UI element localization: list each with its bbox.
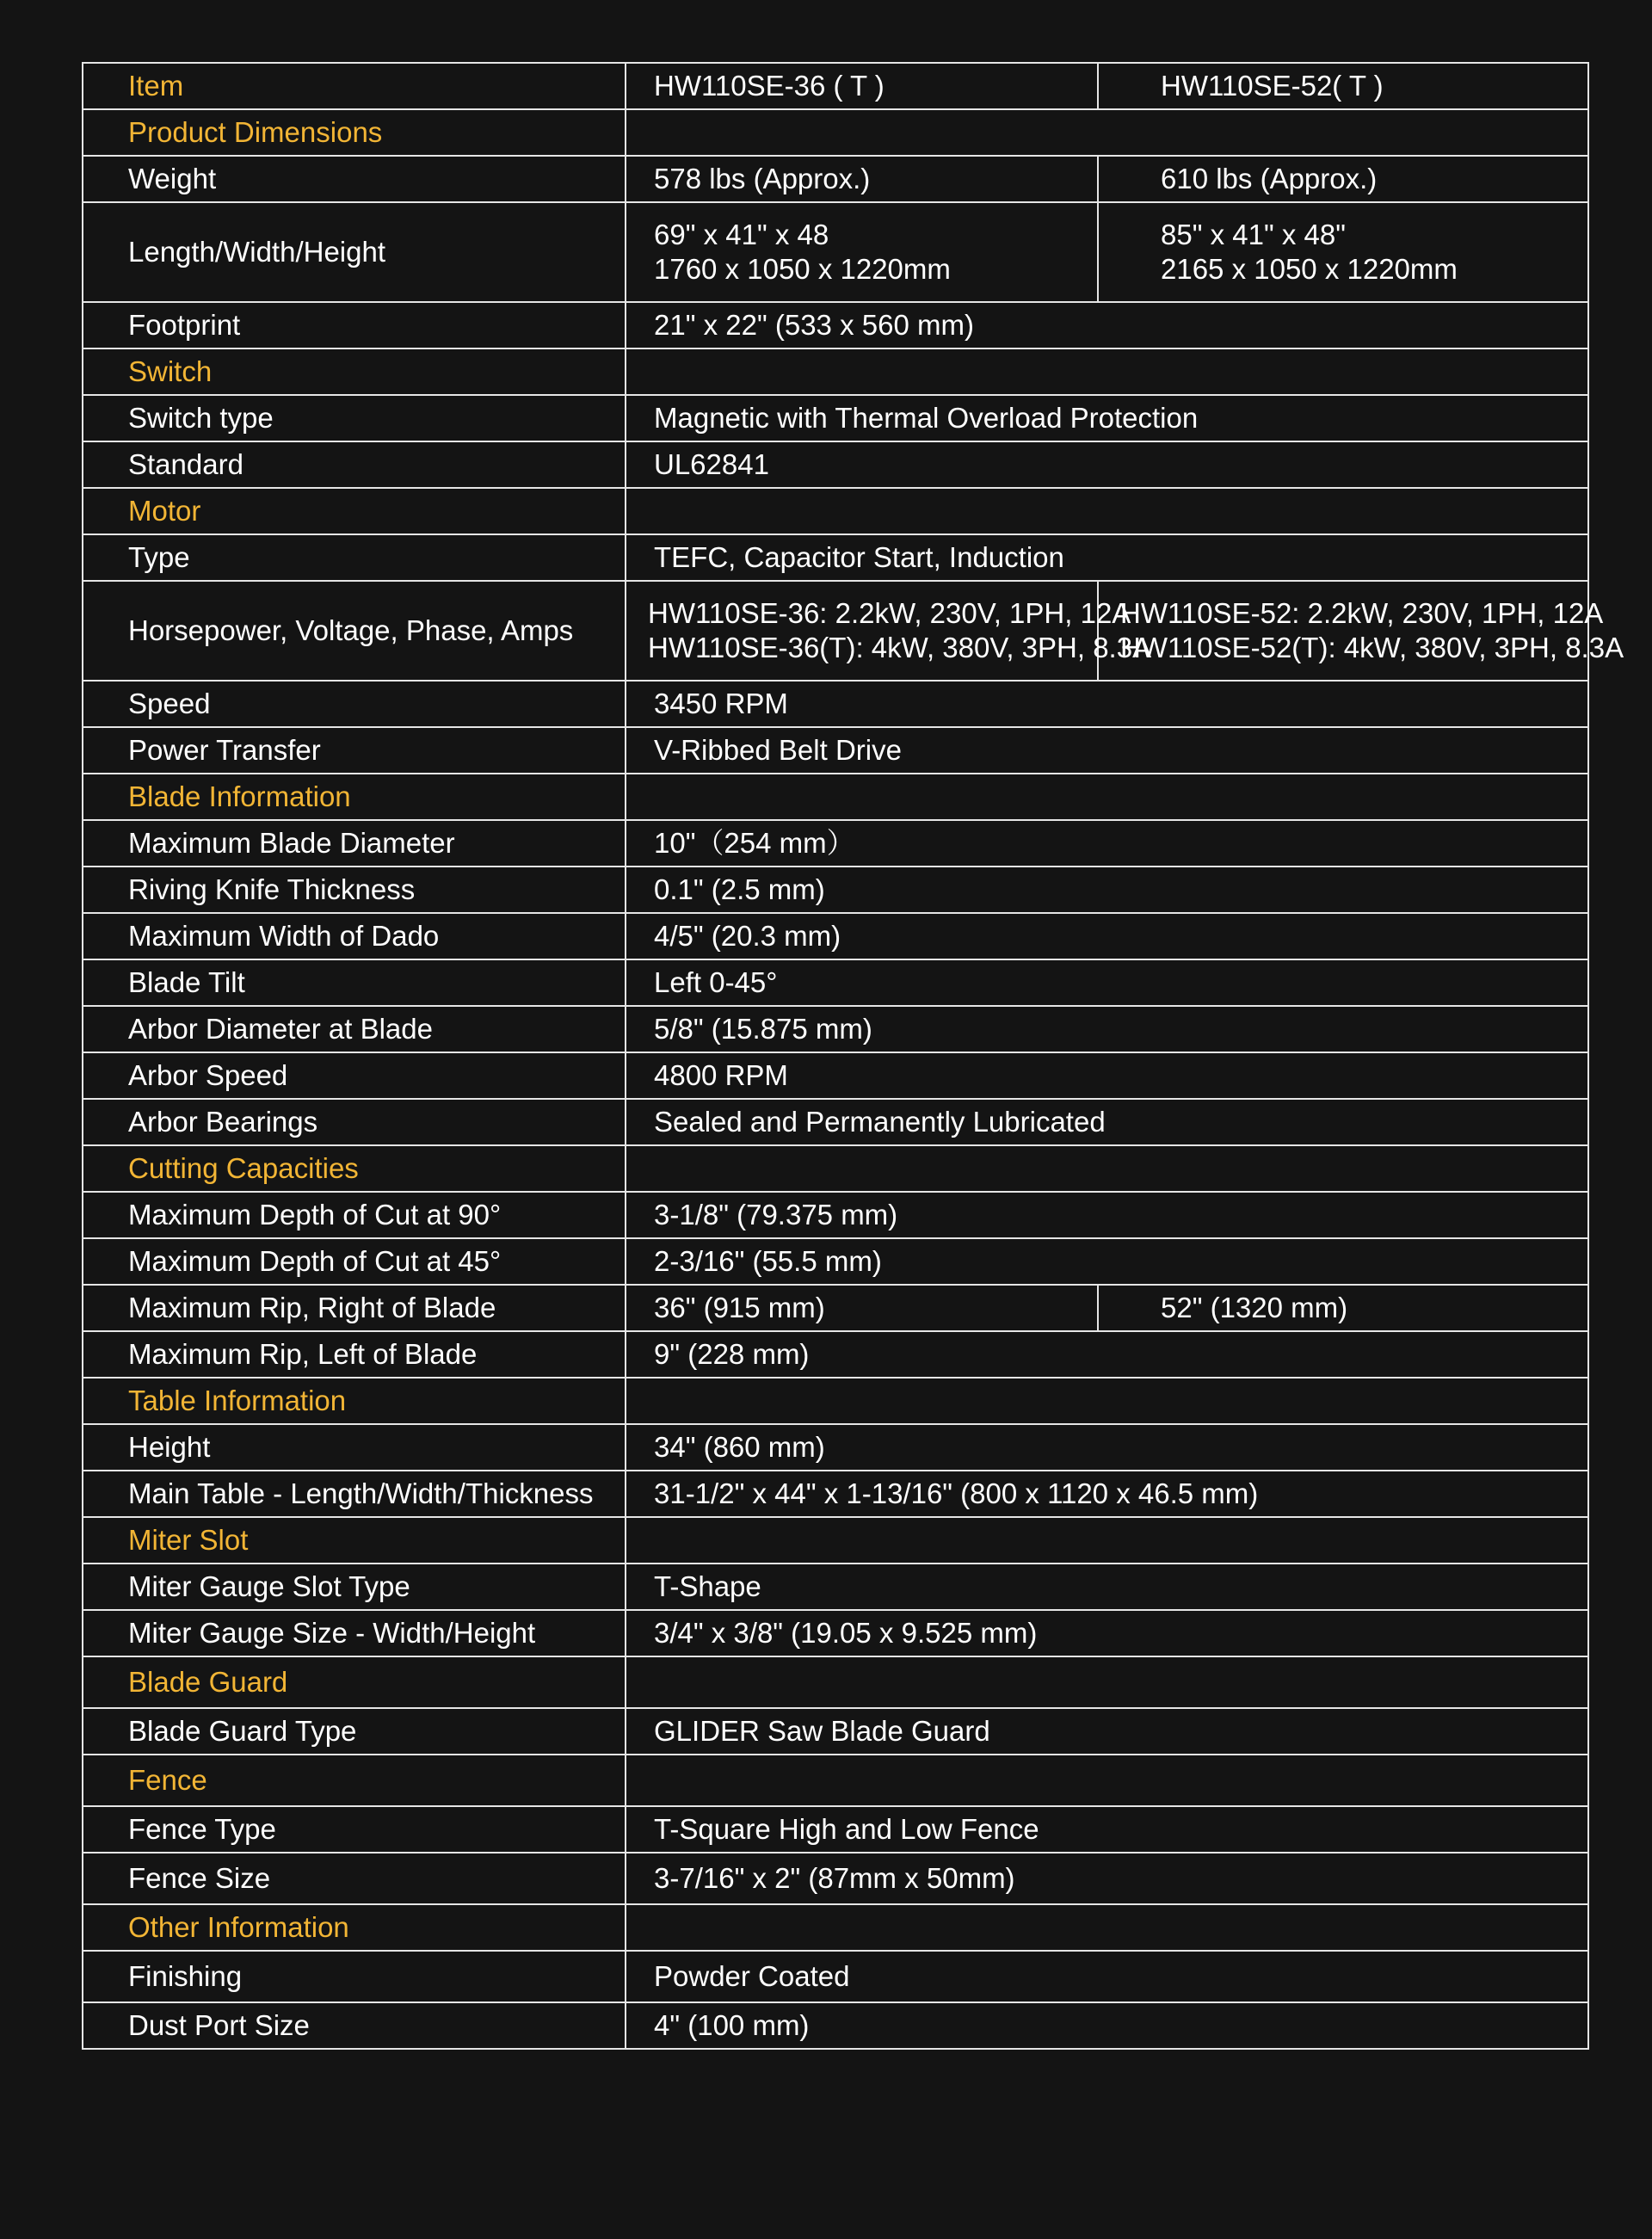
row-label: Maximum Depth of Cut at 45°: [83, 1238, 626, 1285]
dimensions-52-inches: 85" x 41" x 48": [1161, 219, 1346, 251]
table-row: [83, 1951, 1588, 2002]
model-36-header: HW110SE-36 ( T ): [626, 63, 1098, 109]
table-row: [83, 1006, 1588, 1052]
row-value-36: 36" (915 mm): [626, 1285, 1098, 1331]
row-label: Arbor Bearings: [83, 1099, 626, 1145]
table-row: [83, 727, 1588, 774]
section-empty-cell: [626, 1145, 1588, 1192]
row-value: 34" (860 mm): [626, 1424, 1588, 1471]
header-row: [83, 63, 1588, 109]
power-36-single-phase: HW110SE-36: 2.2kW, 230V, 1PH, 12A: [648, 597, 1131, 630]
row-value: 5/8" (15.875 mm): [626, 1006, 1588, 1052]
table-row: [83, 1708, 1588, 1755]
row-label: Fence Size: [83, 1853, 626, 1904]
row-label: Type: [83, 534, 626, 581]
section-row: [83, 1145, 1588, 1192]
section-title-other-information: Other Information: [83, 1904, 626, 1951]
table-row: [83, 1238, 1588, 1285]
row-value: Powder Coated: [626, 1951, 1588, 2002]
section-row: [83, 109, 1588, 156]
table-row: [83, 1099, 1588, 1145]
table-row: [83, 534, 1588, 581]
row-label: Maximum Width of Dado: [83, 913, 626, 959]
section-title-blade-information: Blade Information: [83, 774, 626, 820]
row-value: 9" (228 mm): [626, 1331, 1588, 1378]
section-empty-cell: [626, 1904, 1588, 1951]
row-value: 4" (100 mm): [626, 2002, 1588, 2049]
section-title-miter-slot: Miter Slot: [83, 1517, 626, 1564]
row-value: UL62841: [626, 441, 1588, 488]
row-label: Arbor Speed: [83, 1052, 626, 1099]
table-row: [83, 302, 1588, 348]
row-label: Maximum Blade Diameter: [83, 820, 626, 867]
table-row: [83, 581, 1588, 681]
dimensions-36-mm: 1760 x 1050 x 1220mm: [654, 253, 951, 285]
row-value: GLIDER Saw Blade Guard: [626, 1708, 1588, 1755]
section-row: [83, 1378, 1588, 1424]
table-row: [83, 867, 1588, 913]
table-row: [83, 1052, 1588, 1099]
section-row: [83, 1904, 1588, 1951]
section-empty-cell: [626, 1656, 1588, 1708]
row-value-36: [626, 581, 1152, 681]
row-value-52: 610 lbs (Approx.): [1098, 156, 1588, 202]
section-empty-cell: [626, 488, 1588, 534]
section-title-product-dimensions: Product Dimensions: [83, 109, 626, 156]
row-value-36: [626, 202, 1098, 302]
row-label: Finishing: [83, 1951, 626, 2002]
section-row: [83, 774, 1588, 820]
table-row: [83, 1564, 1588, 1610]
table-row: [83, 1471, 1588, 1517]
section-title-table-information: Table Information: [83, 1378, 626, 1424]
row-label: Horsepower, Voltage, Phase, Amps: [83, 581, 626, 681]
power-52-three-phase: HW110SE-52(T): 4kW, 380V, 3PH, 8.3A: [1120, 632, 1624, 663]
row-value: T-Square High and Low Fence: [626, 1806, 1588, 1853]
table-row: [83, 1192, 1588, 1238]
dimensions-52-mm: 2165 x 1050 x 1220mm: [1161, 253, 1458, 285]
row-value: 4/5" (20.3 mm): [626, 913, 1588, 959]
row-label: Footprint: [83, 302, 626, 348]
row-label: Switch type: [83, 395, 626, 441]
row-label: Riving Knife Thickness: [83, 867, 626, 913]
row-label: Miter Gauge Size - Width/Height: [83, 1610, 626, 1656]
row-value: 31-1/2" x 44" x 1-13/16" (800 x 1120 x 46.5 mm): [626, 1471, 1588, 1517]
spec-table: [82, 62, 1624, 2050]
section-title-fence: Fence: [83, 1755, 626, 1806]
table-row: [83, 202, 1588, 302]
row-value: 3450 RPM: [626, 681, 1588, 727]
dimensions-36-inches: 69" x 41" x 48: [654, 219, 829, 251]
table-row: [83, 1285, 1588, 1331]
section-title-blade-guard: Blade Guard: [83, 1656, 626, 1708]
section-empty-cell: [626, 1755, 1588, 1806]
table-row: [83, 156, 1588, 202]
row-label: Speed: [83, 681, 626, 727]
row-value-52: 52" (1320 mm): [1098, 1285, 1588, 1331]
section-row: [83, 348, 1588, 395]
row-value: 3-7/16" x 2" (87mm x 50mm): [626, 1853, 1588, 1904]
power-52-single-phase: HW110SE-52: 2.2kW, 230V, 1PH, 12A: [1120, 597, 1604, 630]
row-value-52: [1098, 202, 1588, 302]
item-header: Item: [83, 63, 626, 109]
table-row: [83, 1853, 1588, 1904]
row-value: TEFC, Capacitor Start, Induction: [626, 534, 1588, 581]
section-row: [83, 488, 1588, 534]
table-row: [83, 681, 1588, 727]
table-row: [83, 959, 1588, 1006]
row-label: Dust Port Size: [83, 2002, 626, 2049]
table-row: [83, 820, 1588, 867]
row-value: T-Shape: [626, 1564, 1588, 1610]
table-row: [83, 913, 1588, 959]
power-36-three-phase: HW110SE-36(T): 4kW, 380V, 3PH, 8.3A: [648, 632, 1152, 663]
row-label: Maximum Rip, Left of Blade: [83, 1331, 626, 1378]
row-value: Sealed and Permanently Lubricated: [626, 1099, 1588, 1145]
row-label: Standard: [83, 441, 626, 488]
section-title-motor: Motor: [83, 488, 626, 534]
row-label: Fence Type: [83, 1806, 626, 1853]
table-row: [83, 395, 1588, 441]
row-label: Miter Gauge Slot Type: [83, 1564, 626, 1610]
row-value: 4800 RPM: [626, 1052, 1588, 1099]
table-row: [83, 1806, 1588, 1853]
section-row: [83, 1656, 1588, 1708]
row-label: Length/Width/Height: [83, 202, 626, 302]
section-empty-cell: [626, 1378, 1588, 1424]
row-value: 3-1/8" (79.375 mm): [626, 1192, 1588, 1238]
row-value: 3/4" x 3/8" (19.05 x 9.525 mm): [626, 1610, 1588, 1656]
table-row: [83, 441, 1588, 488]
row-value: 0.1" (2.5 mm): [626, 867, 1588, 913]
row-label: Blade Tilt: [83, 959, 626, 1006]
row-value: 21" x 22" (533 x 560 mm): [626, 302, 1588, 348]
model-52-header: HW110SE-52( T ): [1098, 63, 1588, 109]
section-row: [83, 1517, 1588, 1564]
row-label: Weight: [83, 156, 626, 202]
section-title-switch: Switch: [83, 348, 626, 395]
row-value: 2-3/16" (55.5 mm): [626, 1238, 1588, 1285]
row-label: Main Table - Length/Width/Thickness: [83, 1471, 626, 1517]
section-title-cutting-capacities: Cutting Capacities: [83, 1145, 626, 1192]
row-value-52: [1098, 581, 1624, 681]
row-label: Power Transfer: [83, 727, 626, 774]
section-empty-cell: [626, 774, 1588, 820]
row-label: Height: [83, 1424, 626, 1471]
table-row: [83, 1424, 1588, 1471]
row-value: 10"（254 mm）: [626, 820, 1588, 867]
section-empty-cell: [626, 348, 1588, 395]
row-label: Blade Guard Type: [83, 1708, 626, 1755]
row-value: V-Ribbed Belt Drive: [626, 727, 1588, 774]
section-empty-cell: [626, 109, 1588, 156]
section-empty-cell: [626, 1517, 1588, 1564]
row-label: Maximum Depth of Cut at 90°: [83, 1192, 626, 1238]
table-row: [83, 1610, 1588, 1656]
row-label: Maximum Rip, Right of Blade: [83, 1285, 626, 1331]
row-value-36: 578 lbs (Approx.): [626, 156, 1098, 202]
row-value: Magnetic with Thermal Overload Protection: [626, 395, 1588, 441]
row-label: Arbor Diameter at Blade: [83, 1006, 626, 1052]
table-row: [83, 2002, 1588, 2049]
section-row: [83, 1755, 1588, 1806]
row-value: Left 0-45°: [626, 959, 1588, 1006]
table-row: [83, 1331, 1588, 1378]
